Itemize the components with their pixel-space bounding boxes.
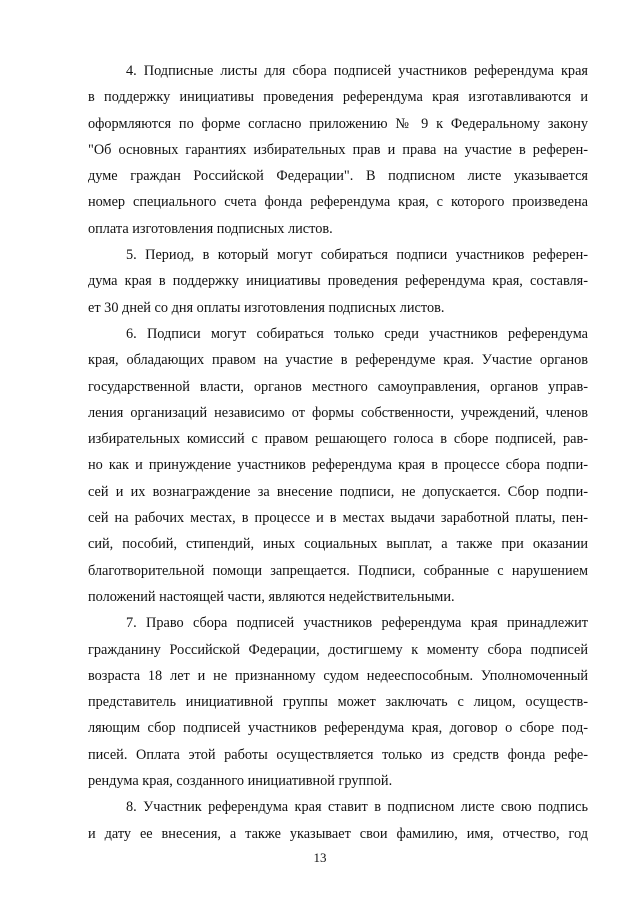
text-line: сей и их вознаграждение за внесение подписи, не допускается. Сбор подпи-: [88, 483, 588, 500]
paragraph-5: [88, 242, 588, 321]
text-line: писей. Оплата этой работы осуществляется только из средств фонда рефе-: [88, 746, 588, 763]
text-line: оплата изготовления подписных листов.: [88, 220, 333, 237]
text-line: 7. Право сбора подписей участников референдума края принадлежит: [126, 615, 588, 632]
text-line: края, обладающих правом на участие в референдуме края. Участие органов: [88, 352, 588, 369]
text-line: 4. Подписные листы для сбора подписей участников референдума края: [126, 63, 588, 79]
text-line: дума края в поддержку инициативы проведения референдума края, составля-: [88, 273, 588, 290]
paragraph-8: [88, 794, 588, 847]
text-line: положений настоящей части, являются недействительными.: [88, 588, 455, 605]
text-line: сий, пособий, стипендий, иных социальных выплат, а также при оказании: [88, 536, 588, 553]
text-line: "Об основных гарантиях избирательных прав и права на участие в референ-: [88, 141, 588, 158]
text-line: сей на рабочих местах, в процессе и в местах выдачи заработной платы, пен-: [88, 510, 588, 527]
text-line: оформляются по форме согласно приложению № 9 к Федеральному закону: [88, 115, 588, 132]
text-line: ления организаций независимо от формы собственности, учреждений, членов: [88, 404, 588, 421]
document-body: [88, 58, 588, 847]
paragraph-4: [88, 58, 588, 242]
text-line: 8. Участник референдума края ставит в подписном листе свою подпись: [126, 799, 588, 816]
text-line: думе граждан Российской Федерации". В подписном листе указывается: [88, 168, 588, 185]
paragraph-7: [88, 610, 588, 794]
text-line: в поддержку инициативы проведения референдума края изготавливаются и: [88, 89, 588, 106]
paragraph-6: [88, 321, 588, 610]
text-line: представитель инициативной группы может заключать с лицом, осуществ-: [88, 694, 588, 711]
page-number: 13: [313, 850, 327, 865]
text-line: 6. Подписи могут собираться только среди участников референдума: [126, 325, 588, 342]
text-line: 5. Период, в который могут собираться подписи участников референ-: [126, 247, 588, 264]
text-line: но как и принуждение участников референдума края в процессе сбора подпи-: [88, 457, 588, 474]
text-line: ляющим сбор подписей участников референдума края, договор о сборе под-: [88, 720, 588, 737]
text-line: рендума края, созданного инициативной группой.: [88, 773, 393, 790]
text-line: благотворительной помощи запрещается. Подписи, собранные с нарушением: [88, 562, 588, 579]
text-line: гражданину Российской Федерации, достигшему к моменту сбора подписей: [88, 641, 588, 658]
text-line: возраста 18 лет и не признанному судом недееспособным. Уполномоченный: [88, 667, 588, 684]
text-line: ет 30 дней со дня оплаты изготовления подписных листов.: [88, 299, 445, 316]
text-line: государственной власти, органов местного самоуправления, органов управ-: [88, 378, 588, 395]
text-line: номер специального счета фонда референдума края, с которого произведена: [88, 194, 588, 211]
text-line: избирательных комиссий с правом решающего голоса в сборе подписей, рав-: [88, 431, 588, 448]
text-line: и дату ее внесения, а также указывает свои фамилию, имя, отчество, год: [88, 825, 588, 842]
